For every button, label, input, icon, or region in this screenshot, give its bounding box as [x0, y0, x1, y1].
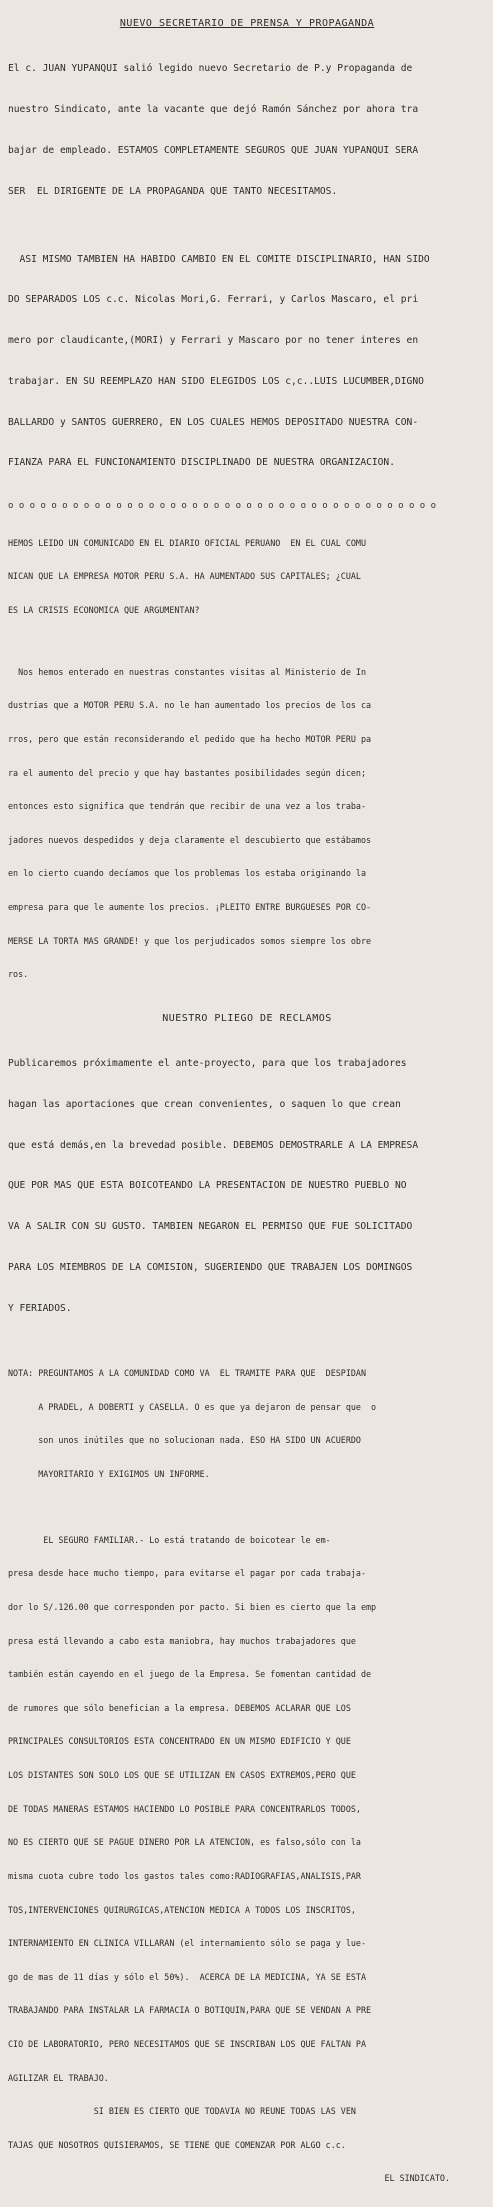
text-line: BALLARDO y SANTOS GUERRERO, EN LOS CUALES HEMOS DEPOSITADO NUESTRA CON- [8, 416, 419, 428]
text-line: NOTA: PREGUNTAMOS A LA COMUNIDAD COMO VA EL TRAMITE PARA QUE DESPIDAN [8, 1367, 366, 1378]
text-line: ES LA CRISIS ECONOMICA QUE ARGUMENTAN? [8, 604, 200, 615]
text-line: rros, pero que están reconsiderando el pedido que ha hecho MOTOR PERU pa [8, 734, 372, 745]
text-line: CIO DE LABORATORIO, PERO NECESITAMOS QUE SE INSCRIBAN LOS QUE FALTAN PA [8, 2038, 366, 2049]
text-line: DE TODAS MANERAS ESTAMOS HACIENDO LO POSIBLE PARA CONCENTRARLOS TODOS, [8, 1803, 361, 1814]
paragraph-yupanqui [8, 35, 486, 225]
text-line: A PRADEL, A DOBERTI y CASELLA. O es que ya dejaron de pensar que o [8, 1401, 377, 1412]
text-line: trabajar. EN SU REEMPLAZO HAN SIDO ELEGIDOS LOS c,c..LUIS LUCUMBER,DIGNO [8, 375, 424, 387]
text-line: presa desde hace mucho tiempo, para evitarse el pagar por cada trabaja- [8, 1568, 366, 1579]
text-line: El c. JUAN YUPANQUI salió legido nuevo Secretario de P.y Propaganda de [8, 63, 413, 75]
text-line: TAJAS QUE NOSOTROS QUISIERAMOS, SE TIENE QUE COMENZAR POR ALGO c.c. [8, 2139, 346, 2150]
text-line: ros. [8, 969, 29, 980]
text-line: Y FERIADOS. [8, 1302, 72, 1314]
section-heading-prensa: NUEVO SECRETARIO DE PRENSA Y PROPAGANDA [119, 18, 375, 29]
text-line: QUE POR MAS QUE ESTA BOICOTEANDO LA PRESENTACION DE NUESTRO PUEBLO NO [8, 1180, 407, 1192]
newsletter-page [8, 18, 486, 2207]
text-line: en lo cierto cuando decíamos que los problemas los estaba originando la [8, 868, 366, 879]
text-line: de rumores que sólo benefician a la empresa. DEBEMOS ACLARAR QUE LOS [8, 1702, 351, 1713]
text-line: ASI MISMO TAMBIEN HA HABIDO CAMBIO EN EL COMITE DISCIPLINARIO, HAN SIDO [8, 253, 430, 265]
text-line: PARA LOS MIEMBROS DE LA COMISION, SUGERIENDO QUE TRABAJEN LOS DOMINGOS [8, 1262, 413, 1274]
text-line: ra el aumento del precio y que hay bastantes posibilidades según dicen; [8, 767, 366, 778]
text-line: dor lo S/.126.00 que corresponden por pacto. Si bien es cierto que la emp [8, 1602, 377, 1613]
text-line: entonces esto significa que tendrán que recibir de una vez a los traba- [8, 801, 366, 812]
text-line: empresa para que le aumente los precios. ¡PLEITO ENTRE BURGUESES POR CO- [8, 902, 372, 913]
text-line: jadores nuevos despedidos y deja claramente el descubierto que estábamos [8, 834, 372, 845]
text-line: PRINCIPALES CONSULTORIOS ESTA CONCENTRADO EN UN MISMO EDIFICIO Y QUE [8, 1736, 351, 1747]
text-line: INTERNAMIENTO EN CLINICA VILLARAN (el internamiento sólo se paga y lue- [8, 1938, 366, 1949]
paragraph-comite [8, 225, 486, 497]
text-line: MERSE LA TORTA MAS GRANDE! y que los perjudicados somos siempre los obre [8, 935, 372, 946]
text-line: FIANZA PARA EL FUNCIONAMIENTO DISCIPLINADO DE NUESTRA ORGANIZACION. [8, 457, 395, 469]
paragraph-nota [8, 1346, 486, 1503]
text-line: también están cayendo en el juego de la Empresa. Se fomentan cantidad de [8, 1669, 372, 1680]
text-line: TOS,INTERVENCIONES QUIRURGICAS,ATENCION MEDICA A TODOS LOS INSCRITOS, [8, 1904, 356, 1915]
text-line: HEMOS LEIDO UN COMUNICADO EN EL DIARIO OFICIAL PERUANO EN EL CUAL COMU [8, 537, 366, 548]
text-line: Nos hemos enterado en nuestras constantes visitas al Ministerio de In [8, 666, 366, 677]
text-line: misma cuota cubre todo los gastos tales como:RADIOGRAFIAS,ANALISIS,PAR [8, 1870, 361, 1881]
divider-circles: o o o o o o o o o o o o o o o o o o o o o o o o o o o o o o o o o o o o o o o o [8, 501, 437, 512]
paragraph-pliego [8, 1030, 486, 1343]
text-line: EL SEGURO FAMILIAR.- Lo está tratando de boicotear le em- [8, 1534, 331, 1545]
text-line: dustrias que a MOTOR PERU S.A. no le han aumentado los precios de los ca [8, 700, 372, 711]
text-line: TRABAJANDO PARA INSTALAR LA FARMACIA O BOTIQUIN,PARA QUE SE VENDAN A PRE [8, 2005, 372, 2016]
text-line: AGILIZAR EL TRABAJO. [8, 2072, 109, 2083]
paragraph-ministerio [8, 644, 486, 1003]
text-line: son unos inútiles que no solucionan nada. ESO HA SIDO UN ACUERDO [8, 1435, 361, 1446]
text-line: Publicaremos próximamente el ante-proyecto, para que los trabajadores [8, 1058, 407, 1070]
text-line: go de mas de 11 días y sólo el 50%). ACERCA DE LA MEDICINA, YA SE ESTA [8, 1971, 366, 1982]
text-line: mero por claudicante,(MORI) y Ferrari y Mascaro por no tener interes en [8, 335, 419, 347]
text-line: VA A SALIR CON SU GUSTO. TAMBIEN NEGARON EL PERMISO QUE FUE SOLICITADO [8, 1221, 413, 1233]
text-line: SI BIEN ES CIERTO QUE TODAVIA NO REUNE TODAS LAS VEN [8, 2106, 356, 2117]
signature: EL SINDICATO. [384, 2173, 450, 2184]
text-line: hagan las aportaciones que crean convenientes, o saquen lo que crean [8, 1098, 401, 1110]
text-line: NICAN QUE LA EMPRESA MOTOR PERU S.A. HA AUMENTADO SUS CAPITALES; ¿CUAL [8, 571, 361, 582]
text-line: DO SEPARADOS LOS c.c. Nicolas Mori,G. Ferrari, y Carlos Mascaro, el pri [8, 294, 419, 306]
paragraph-comunicado [8, 515, 486, 638]
text-line: bajar de empleado. ESTAMOS COMPLETAMENTE SEGUROS QUE JUAN YUPANQUI SERA [8, 144, 419, 156]
text-line: presa está llevando a cabo esta maniobra, hay muchos trabajadores que [8, 1635, 356, 1646]
text-line: NO ES CIERTO QUE SE PAGUE DINERO POR LA ATENCION, es falso,sólo con la [8, 1837, 361, 1848]
text-line: nuestro Sindicato, ante la vacante que dejó Ramón Sánchez por ahora tra [8, 103, 419, 115]
section-heading-reclamos: NUESTRO PLIEGO DE RECLAMOS [162, 1012, 332, 1024]
text-line: LOS DISTANTES SON SOLO LOS QUE SE UTILIZAN EN CASOS EXTREMOS,PERO QUE [8, 1770, 356, 1781]
text-line: SER EL DIRIGENTE DE LA PROPAGANDA QUE TANTO NECESITAMOS. [8, 185, 338, 197]
text-line: que está demás,en la brevedad posible. DEBEMOS DEMOSTRARLE A LA EMPRESA [8, 1139, 419, 1151]
text-line: MAYORITARIO Y EXIGIMOS UN INFORME. [8, 1468, 210, 1479]
paragraph-seguro-familiar [8, 1512, 486, 2207]
